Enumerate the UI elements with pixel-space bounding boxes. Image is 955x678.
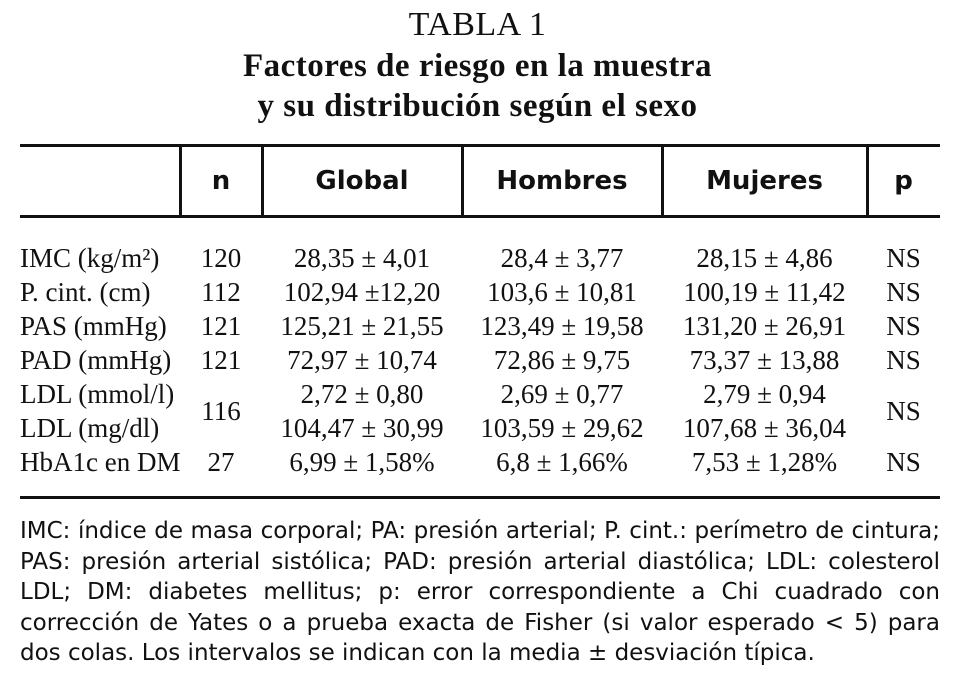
cell-mujeres: 100,19 ± 11,42 <box>683 277 846 307</box>
header-mujeres: Mujeres <box>706 166 823 196</box>
row-label: LDL (mg/dl) <box>20 413 160 443</box>
header-p: p <box>894 166 913 196</box>
cell-mujeres: 28,15 ± 4,86 <box>696 243 833 273</box>
header-global: Global <box>315 166 409 196</box>
cell-hombres: 6,8 ± 1,66% <box>496 447 628 477</box>
row-label: IMC (kg/m²) <box>20 243 160 273</box>
cell-n: 112 <box>201 277 241 307</box>
cell-hombres: 2,69 ± 0,77 <box>500 379 624 409</box>
cell-p: NS <box>886 311 921 341</box>
cell-n-ldl: 116 <box>201 396 241 426</box>
row-label: P. cint. (cm) <box>20 277 151 307</box>
table-title-line1: Factores de riesgo en la muestra <box>242 48 713 84</box>
cell-n: 27 <box>207 447 235 477</box>
header-n: n <box>211 166 231 196</box>
table-footnote: IMC: índice de masa corporal; PA: presión arterial; P. cint.: perímetro de cintura; PAS: presión arterial sistólica; PAD: presión arterial diastólica; LDL: colesterol LDL; DM: diabetes mellitus; p: error correspondiente a Chi cuadrado con corrección de Yates o a prueba exacta de Fisher (si valor esperado < 5) para dos colas. Los intervalos se indican con la media ± desviación típica. <box>20 518 940 666</box>
bottom-rule <box>20 496 940 499</box>
table-number: TABLA 1 <box>408 6 547 43</box>
header-hombres: Hombres <box>496 166 628 196</box>
cell-n: 121 <box>200 311 242 341</box>
cell-p: NS <box>886 345 921 375</box>
cell-mujeres: 73,37 ± 13,88 <box>689 345 840 375</box>
table-title-line2: y su distribución según el sexo <box>257 88 698 124</box>
row-label: PAS (mmHg) <box>20 311 167 341</box>
cell-hombres: 103,59 ± 29,62 <box>480 413 644 443</box>
cell-n: 121 <box>200 345 242 375</box>
cell-p-ldl: NS <box>886 396 921 426</box>
cell-global: 102,94 ±12,20 <box>283 277 441 307</box>
cell-global: 104,47 ± 30,99 <box>280 413 444 443</box>
cell-n: 120 <box>200 243 242 273</box>
table-title <box>0 46 955 126</box>
row-label: HbA1c en DM <box>20 447 181 477</box>
cell-hombres: 103,6 ± 10,81 <box>487 277 637 307</box>
cell-global: 2,72 ± 0,80 <box>300 379 424 409</box>
cell-hombres: 72,86 ± 9,75 <box>493 345 631 375</box>
row-label: PAD (mmHg) <box>20 345 172 375</box>
row-label: LDL (mmol/l) <box>20 379 175 409</box>
cell-mujeres: 131,20 ± 26,91 <box>682 311 847 341</box>
cell-p: NS <box>886 447 921 477</box>
cell-mujeres: 7,53 ± 1,28% <box>691 447 838 477</box>
cell-p: NS <box>886 277 921 307</box>
cell-global: 72,97 ± 10,74 <box>287 345 437 375</box>
cell-hombres: 28,4 ± 3,77 <box>500 243 624 273</box>
cell-global: 125,21 ± 21,55 <box>280 311 444 341</box>
cell-global: 28,35 ± 4,01 <box>293 243 431 273</box>
cell-p: NS <box>886 243 921 273</box>
cell-global: 6,99 ± 1,58% <box>289 447 435 477</box>
cell-mujeres: 2,79 ± 0,94 <box>703 379 826 409</box>
cell-mujeres: 107,68 ± 36,04 <box>682 413 847 443</box>
cell-hombres: 123,49 ± 19,58 <box>480 311 644 341</box>
